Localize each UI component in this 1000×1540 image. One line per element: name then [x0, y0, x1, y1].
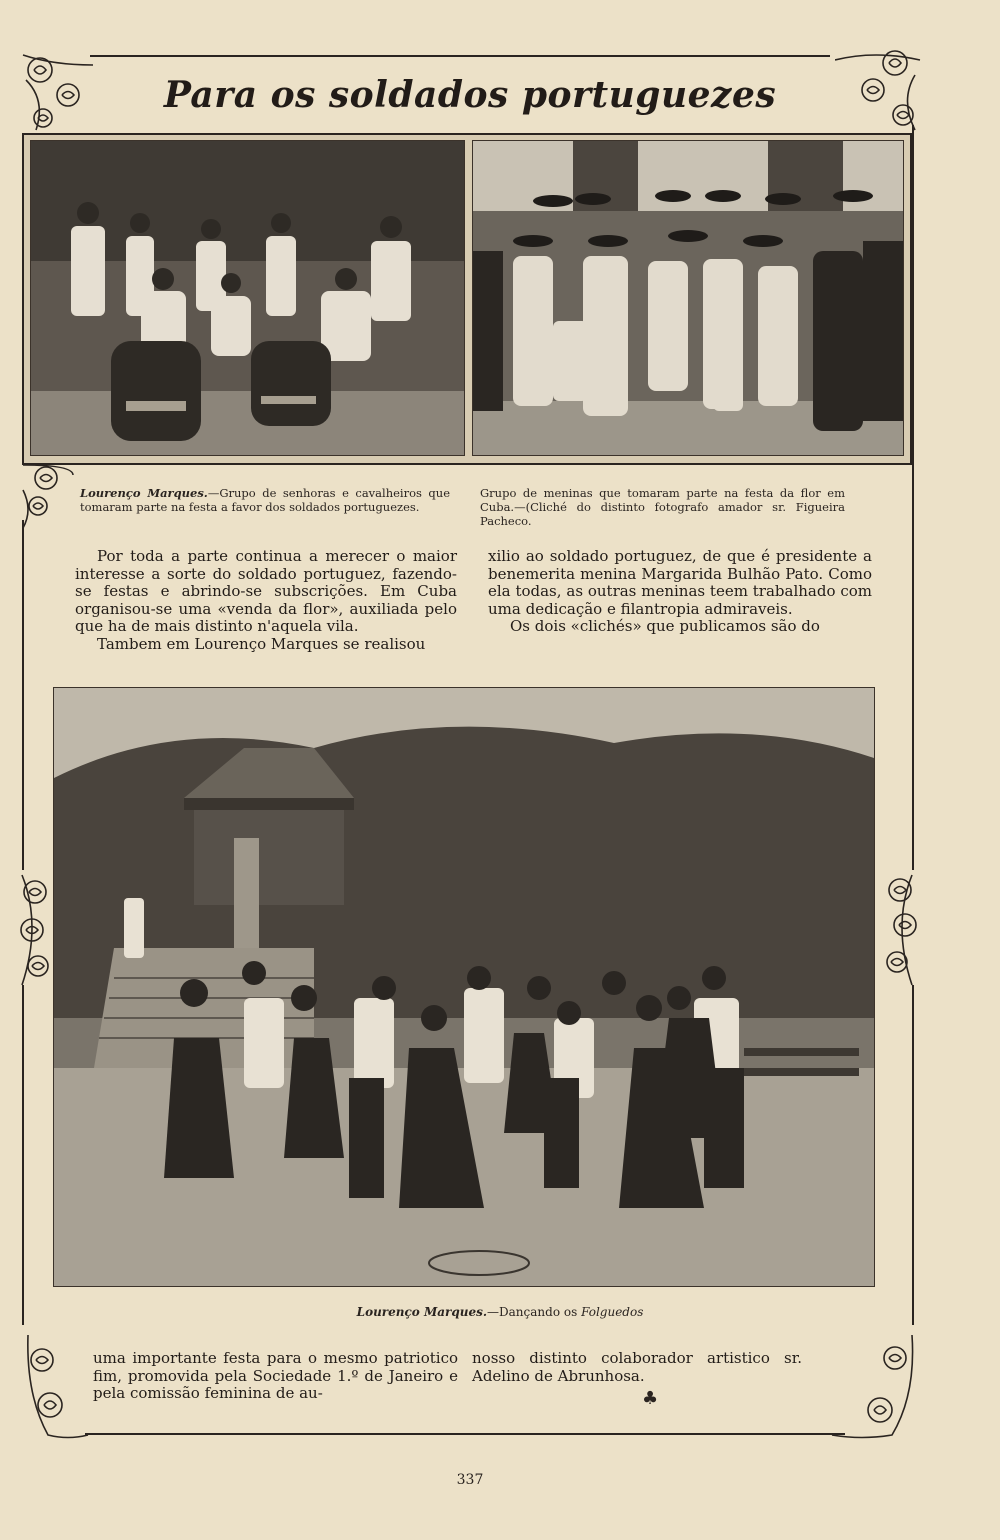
caption-bottom: [0, 1305, 1000, 1319]
bottom-rule: [85, 1433, 845, 1435]
caption-bottom-text: —Dançando os: [487, 1305, 582, 1319]
caption-bottom-place: Lourenço Marques.: [356, 1305, 488, 1319]
paragraph: xilio ao soldado portuguez, de que é presidente a benemerita menina Margarida Bulhão Pato. Como ela todas, as outras meninas teem trabalhado com uma dedicação e filantropia admiraveis.: [488, 547, 872, 618]
page-title: Para os soldados portuguezes: [163, 74, 777, 116]
article-column-2-top: [488, 548, 872, 636]
page-number: 337: [456, 1472, 484, 1488]
paragraph: Os dois «clichés» que publicamos são do: [510, 617, 820, 636]
caption-left-place: Lourenço Marques.: [80, 486, 208, 500]
left-border-lower: [22, 985, 24, 1325]
caption-right-text: Grupo de meninas que tomaram parte na festa da flor em Cuba.—(Cliché do distinto fotografo amador sr. Figueira Pacheco.: [480, 486, 845, 528]
paragraph: nosso distinto colaborador artistico sr. Adelino de Abrunhosa.: [472, 1349, 802, 1385]
rose-ornament-bottom-left-icon: [20, 1330, 90, 1440]
photo-group-ladies-gentlemen: [30, 140, 465, 456]
rose-ornament-right-mid-icon: [875, 870, 925, 990]
article-column-2-bottom: [472, 1350, 802, 1385]
photo-dancing-folguedos: [53, 687, 875, 1287]
end-mark-icon: ♣: [642, 1388, 659, 1409]
top-rule: [90, 55, 830, 57]
right-border-lower: [912, 985, 914, 1325]
photo-group-girls-flower-festival: [472, 140, 904, 456]
article-column-1-bottom: [93, 1350, 458, 1403]
article-column-1-top: [75, 548, 457, 654]
paragraph: Tambem em Lourenço Marques se realisou: [97, 634, 426, 653]
left-border: [22, 520, 24, 870]
caption-right: [480, 486, 845, 528]
caption-bottom-italic: Folguedos: [581, 1305, 644, 1319]
rose-ornament-bottom-right-icon: [830, 1330, 920, 1440]
paragraph: Por toda a parte continua a merecer o maior interesse a sorte do soldado portuguez, fazendo-se festas e abrindo-se subscrições. Em Cuba organisou-se uma «venda da flor», auxiliada pelo que ha de mais distinto n'aquela vila.: [75, 547, 457, 636]
paragraph: uma importante festa para o mesmo patriotico fim, promovida pela Sociedade 1.º de Janeiro e pela comissão feminina de au-: [93, 1349, 458, 1403]
caption-left-text: —Grupo de senhoras e cavalheiros que tomaram parte na festa a favor dos soldados portuguezes.: [80, 486, 450, 514]
rose-ornament-left-mid-icon: [18, 460, 78, 530]
right-border: [912, 125, 914, 870]
caption-left: [80, 486, 450, 514]
